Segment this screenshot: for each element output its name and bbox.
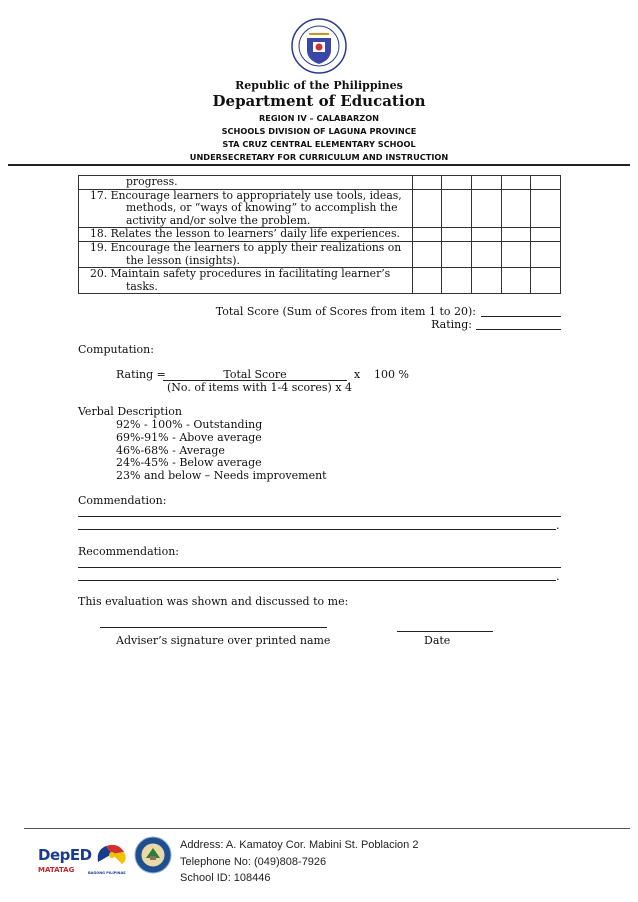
score-cell[interactable] xyxy=(442,189,472,228)
score-cell[interactable] xyxy=(531,268,561,294)
recommendation-line[interactable] xyxy=(78,567,561,568)
verbal-item: 23% and below – Needs improvement xyxy=(116,469,327,482)
bagong-pilipinas-label: BAGONG PILIPINAS xyxy=(88,871,126,875)
bagong-pilipinas-logo xyxy=(92,840,130,870)
computation-label: Computation: xyxy=(78,343,154,356)
table-row xyxy=(79,268,561,294)
table-row xyxy=(79,228,561,242)
evaluation-table xyxy=(78,175,561,294)
verbal-description-label: Verbal Description xyxy=(78,405,182,418)
verbal-item: 92% - 100% - Outstanding xyxy=(116,418,263,431)
address-text: Address: A. Kamatoy Cor. Mabini St. Poblacion 2 xyxy=(180,839,419,851)
score-cell[interactable] xyxy=(412,189,442,228)
recommendation-label: Recommendation: xyxy=(78,545,179,558)
verbal-item: 69%-91% - Above average xyxy=(116,431,262,444)
score-cell[interactable] xyxy=(471,189,501,228)
item-cell: 18. Relates the lesson to learners’ daily life experiences. xyxy=(79,228,413,242)
score-cell[interactable] xyxy=(412,268,442,294)
commendation-line[interactable] xyxy=(78,516,561,517)
score-cell[interactable] xyxy=(412,228,442,242)
adviser-signature-label: Adviser’s signature over printed name xyxy=(116,634,331,647)
score-cell[interactable] xyxy=(501,228,531,242)
score-cell[interactable] xyxy=(471,228,501,242)
rating-label: Rating: xyxy=(431,318,472,331)
total-score-field[interactable] xyxy=(481,316,561,317)
region-heading: REGION IV – CALABARZON xyxy=(258,113,380,123)
table-row xyxy=(79,241,561,267)
total-score-label: Total Score (Sum of Scores from item 1 to 20): xyxy=(215,305,476,318)
verbal-item: 24%-45% - Below average xyxy=(116,456,262,469)
telephone-text: Telephone No: (049)808-7926 xyxy=(180,856,327,868)
adviser-signature-line[interactable] xyxy=(100,627,327,628)
deped-logo: DepED MATATAG xyxy=(38,846,92,874)
percent-text: 100 % xyxy=(374,368,409,381)
score-cell[interactable] xyxy=(412,241,442,267)
verbal-item: 46%-68% - Average xyxy=(116,444,225,457)
rating-field[interactable] xyxy=(476,329,561,330)
republic-heading: Republic of the Philippines xyxy=(235,79,403,92)
shown-discussed-text: This evaluation was shown and discussed to me: xyxy=(78,595,349,608)
score-cell[interactable] xyxy=(471,241,501,267)
commendation-label: Commendation: xyxy=(78,494,167,507)
rating-equation-label: Rating = xyxy=(116,368,166,381)
deped-seal-logo xyxy=(291,18,347,74)
date-line[interactable] xyxy=(397,631,493,632)
division-heading: SCHOOLS DIVISION OF LAGUNA PROVINCE xyxy=(221,126,417,136)
commendation-line[interactable] xyxy=(78,529,556,530)
score-cell[interactable] xyxy=(501,189,531,228)
office-heading: UNDERSECRETARY FOR CURRICULUM AND INSTRUCTION xyxy=(189,152,449,162)
recommendation-end-period: . xyxy=(556,570,560,583)
score-cell[interactable] xyxy=(412,176,442,190)
header-divider xyxy=(8,164,630,166)
times-sign: x xyxy=(354,368,361,381)
score-cell[interactable] xyxy=(471,176,501,190)
footer-divider xyxy=(24,828,630,829)
score-cell[interactable] xyxy=(442,176,472,190)
department-heading: Department of Education xyxy=(212,92,426,110)
score-cell[interactable] xyxy=(531,189,561,228)
score-cell[interactable] xyxy=(501,176,531,190)
table-row xyxy=(79,189,561,228)
numerator-text: Total Score xyxy=(223,368,287,381)
item-cell: progress. xyxy=(79,176,413,190)
commendation-end-period: . xyxy=(556,519,560,532)
score-cell[interactable] xyxy=(442,268,472,294)
item-cell: 17. Encourage learners to appropriately use tools, ideas, methods, or “ways of knowing” to accomplish the activity and/or solve the problem. xyxy=(79,189,413,228)
school-seal-logo xyxy=(134,836,172,874)
score-cell[interactable] xyxy=(501,268,531,294)
item-cell: 20. Maintain safety procedures in facilitating learner’s tasks. xyxy=(79,268,413,294)
matatag-label: MATATAG xyxy=(38,866,75,874)
score-cell[interactable] xyxy=(442,241,472,267)
school-heading: STA CRUZ CENTRAL ELEMENTARY SCHOOL xyxy=(222,139,416,149)
table-row xyxy=(79,176,561,190)
date-label: Date xyxy=(424,634,451,647)
denominator-text: (No. of items with 1-4 scores) x 4 xyxy=(167,381,353,394)
score-cell[interactable] xyxy=(471,268,501,294)
score-cell[interactable] xyxy=(501,241,531,267)
score-cell[interactable] xyxy=(531,241,561,267)
score-cell[interactable] xyxy=(442,228,472,242)
score-cell[interactable] xyxy=(531,228,561,242)
recommendation-line[interactable] xyxy=(78,580,556,581)
school-id-text: School ID: 108446 xyxy=(180,872,271,884)
score-cell[interactable] xyxy=(531,176,561,190)
item-cell: 19. Encourage the learners to apply their realizations on the lesson (insights). xyxy=(79,241,413,267)
